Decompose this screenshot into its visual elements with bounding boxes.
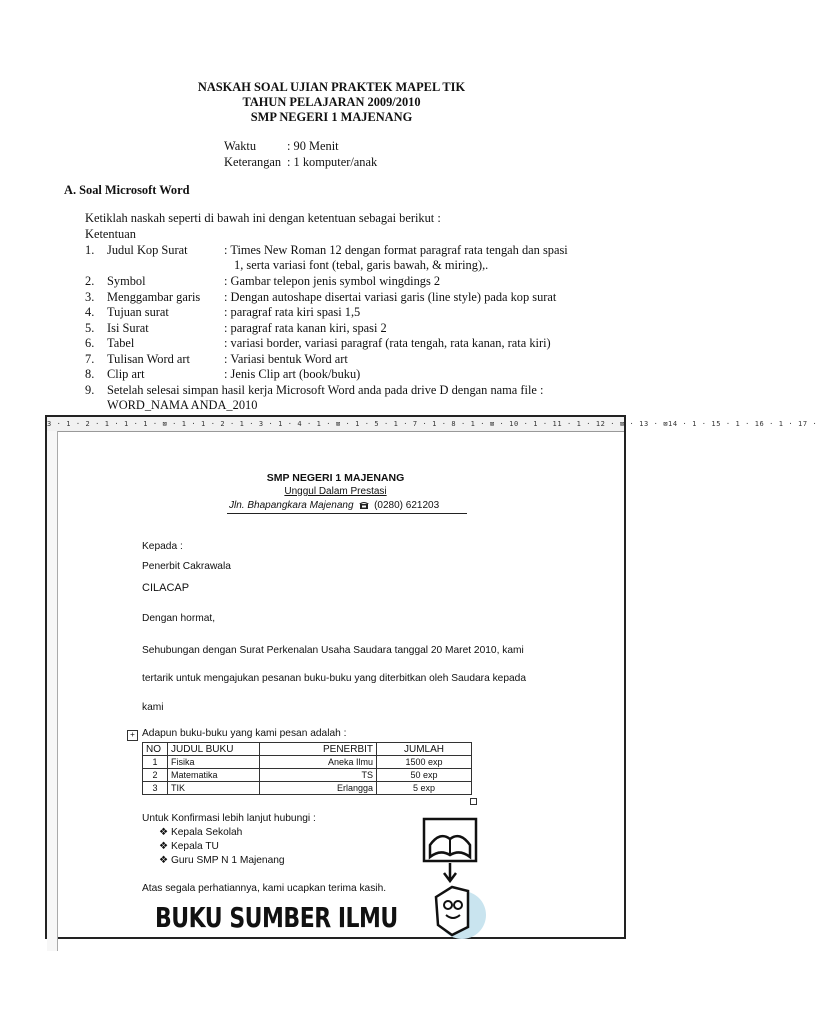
meta-keterangan-value: : 1 komputer/anak	[287, 155, 378, 169]
ketentuan-list	[0, 243, 663, 415]
cell-jumlah: 5 exp	[377, 782, 472, 795]
table-resize-handle[interactable]	[470, 798, 477, 805]
table-intro: Adapun buku-buku yang kami pesan adalah :	[142, 728, 347, 739]
cell-judul: Matematika	[168, 769, 260, 782]
letter-recipient: Penerbit Cakrawala	[142, 561, 231, 572]
letter-closing: Atas segala perhatiannya, kami ucapkan terima kasih.	[142, 883, 387, 894]
item-label: Isi Surat	[107, 320, 149, 335]
list-item	[0, 336, 663, 352]
letter-page	[47, 417, 624, 937]
item-label: Tabel	[107, 336, 135, 350]
item-value: : variasi border, variasi paragraf (rata tengah, rata kanan, rata kiri)	[224, 336, 551, 350]
col-jumlah: JUMLAH	[377, 743, 472, 756]
diamond-bullet-icon: ❖	[159, 841, 171, 852]
letter-address-line	[229, 500, 439, 511]
list-item	[0, 383, 663, 415]
item-label: Tujuan surat	[107, 305, 169, 319]
item-value: : paragraf rata kiri spasi 1,5	[224, 305, 361, 319]
contact-label: Kepala TU	[170, 841, 219, 852]
item-number: 7.	[85, 351, 95, 366]
item-value: : Times New Roman 12 dengan format paragraf rata tengah dan spasi	[224, 243, 568, 257]
table-header-row	[143, 743, 472, 756]
letter-phone: (0280) 621203	[374, 500, 440, 511]
col-no: NO	[143, 743, 168, 756]
contact-list	[159, 827, 285, 869]
section-title: A. Soal Microsoft Word	[64, 183, 190, 197]
table-move-handle[interactable]: +	[127, 730, 138, 741]
item9-line1: Setelah selesai simpan hasil kerja Microsoft Word anda pada drive D dengan nama file :	[107, 382, 544, 397]
ketentuan-label: Ketentuan	[85, 227, 136, 241]
cell-judul: Fisika	[168, 756, 260, 769]
item-label: Menggambar garis	[107, 289, 201, 304]
cell-no: 3	[143, 782, 168, 795]
list-item	[0, 305, 663, 321]
item-number: 1.	[85, 243, 95, 257]
item-label: Symbol	[107, 274, 146, 288]
section-intro: Ketiklah naskah seperti di bawah ini dengan ketentuan sebagai berikut :	[85, 211, 441, 225]
item-number: 6.	[85, 336, 95, 350]
list-item	[159, 827, 285, 841]
meta-waktu-value: : 90 Menit	[287, 139, 339, 153]
meta-waktu-label: Waktu	[224, 139, 257, 153]
telephone-icon	[359, 501, 369, 509]
cell-jumlah: 50 exp	[377, 769, 472, 782]
cell-penerbit: Aneka Ilmu	[260, 756, 377, 769]
cell-penerbit: TS	[260, 769, 377, 782]
letter-greeting: Dengan hormat,	[142, 613, 216, 624]
item-label: Tulisan Word art	[107, 351, 190, 366]
horizontal-ruler: 3 · 1 · 2 · 1 · 1 · 1 · ⊠ · 1 · 1 · 2 · 1 · 3 · 1 · 4 · 1 · ⊠ · 1 · 5 · 1 · 7 · 1 · 8 · 1 · ⊠ · 10 · 1 · 11 · 1 · 12 · ⊠ · 13 · ⊠14 · 1 · 15 · 1 · 16 · 1 · 17 ·	[47, 417, 624, 432]
item-number: 2.	[85, 274, 95, 288]
book-clipart-icon	[422, 817, 482, 937]
letter-body-2: tertarik untuk mengajukan pesanan buku-buku yang diterbitkan oleh Saudara kepada	[142, 673, 526, 684]
item-number: 4.	[85, 305, 95, 319]
word-document-screenshot	[45, 415, 817, 939]
item-label: Clip art	[107, 367, 145, 381]
exam-title: NASKAH SOAL UJIAN PRAKTEK MAPEL TIK	[197, 80, 466, 94]
cell-no: 1	[143, 756, 168, 769]
exam-school: SMP NEGERI 1 MAJENANG	[250, 110, 413, 124]
letter-motto: Unggul Dalam Prestasi	[284, 486, 387, 497]
letter-konfirmasi: Untuk Konfirmasi lebih lanjut hubungi :	[142, 813, 316, 824]
list-item	[0, 367, 663, 383]
item-value: : Dengan autoshape disertai variasi garis (line style) pada kop surat	[224, 289, 557, 304]
cell-penerbit: Erlangga	[260, 782, 377, 795]
item-label: Judul Kop Surat	[107, 243, 188, 257]
contact-label: Guru SMP N 1 Majenang	[170, 855, 285, 866]
col-judul: JUDUL BUKU	[168, 743, 260, 756]
list-item	[0, 243, 663, 274]
letter-address: Jln. Bhapangkara Majenang	[229, 500, 354, 511]
diamond-bullet-icon: ❖	[159, 827, 171, 838]
item-value-cont: 1, serta variasi font (tebal, garis bawah, & miring),.	[234, 258, 489, 272]
list-item	[0, 352, 663, 368]
table-row	[143, 756, 472, 769]
table-row	[143, 769, 472, 782]
meta-keterangan-label: Keterangan	[224, 155, 282, 169]
item-number: 3.	[85, 289, 95, 304]
letter-city: CILACAP	[142, 582, 190, 594]
list-item	[0, 274, 663, 290]
letter-body-3: kami	[142, 702, 164, 713]
cell-no: 2	[143, 769, 168, 782]
cell-judul: TIK	[168, 782, 260, 795]
col-penerbit: PENERBIT	[260, 743, 377, 756]
wordart-title: BUKU SUMBER ILMU	[155, 903, 398, 935]
item-value: : Jenis Clip art (book/buku)	[224, 367, 361, 381]
diamond-bullet-icon: ❖	[159, 855, 171, 866]
list-item	[159, 841, 285, 855]
cell-jumlah: 1500 exp	[377, 756, 472, 769]
item-value: : Variasi bentuk Word art	[224, 351, 348, 366]
list-item	[0, 290, 663, 306]
item-number: 8.	[85, 367, 95, 381]
table-row	[143, 782, 472, 795]
item9-line2: WORD_NAMA ANDA_2010	[107, 397, 258, 412]
exam-year: TAHUN PELAJARAN 2009/2010	[242, 95, 421, 109]
contact-label: Kepala Sekolah	[170, 827, 243, 838]
letter-school: SMP NEGERI 1 MAJENANG	[266, 472, 405, 484]
item-value: : Gambar telepon jenis symbol wingdings 2	[224, 274, 441, 288]
letter-body-1: Sehubungan dengan Surat Perkenalan Usaha Saudara tanggal 20 Maret 2010, kami	[142, 645, 524, 656]
letter-kepada: Kepada :	[142, 541, 183, 552]
item-number: 9.	[85, 382, 95, 397]
list-item	[159, 855, 285, 869]
item-value: : paragraf rata kanan kiri, spasi 2	[224, 320, 387, 335]
order-table	[142, 742, 472, 795]
item-number: 5.	[85, 320, 95, 335]
kop-line	[227, 513, 467, 514]
list-item	[0, 321, 663, 337]
